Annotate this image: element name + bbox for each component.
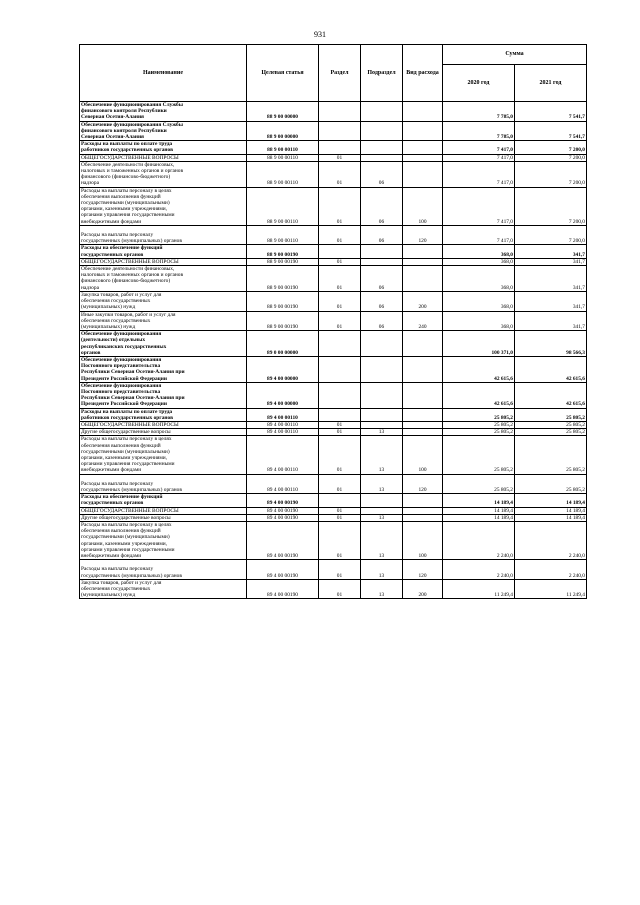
header-section: Раздел xyxy=(319,45,361,102)
header-expense-type: Вид расхода xyxy=(403,45,443,102)
row-sum-2020: 7 417,0 xyxy=(443,141,515,154)
row-sum-2021: 341,7 xyxy=(515,245,587,258)
row-name: Расходы на выплаты персоналу в целях обеспечения выполнения функций государственными (муниципальными) органами, казенными учреждениями, органами управления государственными внебюджетными фондами xyxy=(80,522,247,560)
row-subsection: 06 xyxy=(361,291,403,311)
row-target: 89 4 00 00190 xyxy=(247,522,319,560)
table-row xyxy=(80,245,587,258)
row-name: ОБЩЕГОСУДАРСТВЕННЫЕ ВОПРОСЫ xyxy=(80,258,247,265)
row-subsection xyxy=(361,121,403,141)
row-name: Обеспечение функционирования Службы финансового контроля Республики Северная Осетия-Алания xyxy=(80,121,247,141)
row-section xyxy=(319,356,361,382)
row-expense-type xyxy=(403,245,443,258)
row-sum-2021: 2 240,0 xyxy=(515,522,587,560)
row-expense-type: 120 xyxy=(403,474,443,494)
row-name: Расходы на обеспечение функций государственных органов xyxy=(80,245,247,258)
table-row xyxy=(80,311,587,331)
table-row xyxy=(80,161,587,187)
row-expense-type xyxy=(403,514,443,521)
row-name: Другие общегосударственные вопросы xyxy=(80,429,247,436)
row-target: 88 9 00 00110 xyxy=(247,154,319,161)
table-row xyxy=(80,514,587,521)
row-expense-type xyxy=(403,429,443,436)
row-expense-type xyxy=(403,161,443,187)
row-name: Обеспечение функционирования Постоянного представительства Республики Северная Осетия-Алания при Президенте Российской Федерации xyxy=(80,356,247,382)
row-section: 01 xyxy=(319,429,361,436)
row-sum-2020: 14 189,4 xyxy=(443,494,515,507)
row-sum-2021: 7 200,0 xyxy=(515,154,587,161)
row-expense-type xyxy=(403,258,443,265)
row-name: Другие общегосударственные вопросы xyxy=(80,514,247,521)
row-name: Закупка товаров, работ и услуг для обеспечения государственных (муниципальных) нужд xyxy=(80,579,247,599)
table-row xyxy=(80,141,587,154)
header-2021: 2021 год xyxy=(515,65,587,102)
row-expense-type: 100 xyxy=(403,436,443,474)
row-sum-2021: 42 615,6 xyxy=(515,356,587,382)
row-sum-2020: 14 189,4 xyxy=(443,514,515,521)
row-sum-2021: 341,7 xyxy=(515,291,587,311)
row-expense-type: 100 xyxy=(403,522,443,560)
table-row xyxy=(80,266,587,292)
row-sum-2020: 42 615,6 xyxy=(443,382,515,408)
row-sum-2020: 25 805,2 xyxy=(443,436,515,474)
table-row xyxy=(80,507,587,514)
row-target: 88 9 00 00110 xyxy=(247,187,319,225)
row-section: 01 xyxy=(319,560,361,580)
table-row xyxy=(80,291,587,311)
table-row xyxy=(80,494,587,507)
row-subsection: 13 xyxy=(361,579,403,599)
row-sum-2020: 7 785,0 xyxy=(443,121,515,141)
row-sum-2021: 7 200,0 xyxy=(515,161,587,187)
row-sum-2021: 25 805,2 xyxy=(515,429,587,436)
row-sum-2021: 341,7 xyxy=(515,258,587,265)
row-section: 01 xyxy=(319,514,361,521)
row-expense-type xyxy=(403,507,443,514)
row-sum-2020: 14 189,4 xyxy=(443,507,515,514)
row-subsection: 13 xyxy=(361,560,403,580)
row-target: 88 9 00 00000 xyxy=(247,121,319,141)
row-subsection: 13 xyxy=(361,522,403,560)
row-sum-2020: 25 805,2 xyxy=(443,421,515,428)
row-section: 01 xyxy=(319,291,361,311)
row-subsection xyxy=(361,102,403,122)
row-sum-2021: 98 566,3 xyxy=(515,331,587,357)
row-sum-2020: 25 805,2 xyxy=(443,429,515,436)
row-sum-2020: 7 417,0 xyxy=(443,154,515,161)
row-target: 89 4 00 00110 xyxy=(247,436,319,474)
row-target: 88 9 00 00110 xyxy=(247,141,319,154)
row-expense-type: 120 xyxy=(403,225,443,245)
table-row xyxy=(80,102,587,122)
row-name: ОБЩЕГОСУДАРСТВЕННЫЕ ВОПРОСЫ xyxy=(80,507,247,514)
table-row xyxy=(80,258,587,265)
row-name: Расходы на обеспечение функций государственных органов xyxy=(80,494,247,507)
row-target: 89 4 00 00190 xyxy=(247,494,319,507)
table-row xyxy=(80,474,587,494)
row-subsection xyxy=(361,245,403,258)
row-sum-2021: 7 200,0 xyxy=(515,225,587,245)
row-sum-2020: 100 371,0 xyxy=(443,331,515,357)
row-sum-2021: 7 541,7 xyxy=(515,121,587,141)
row-subsection: 13 xyxy=(361,436,403,474)
row-sum-2020: 7 417,0 xyxy=(443,187,515,225)
row-expense-type: 200 xyxy=(403,579,443,599)
row-subsection: 06 xyxy=(361,311,403,331)
row-expense-type xyxy=(403,408,443,421)
row-subsection xyxy=(361,494,403,507)
row-sum-2020: 7 417,0 xyxy=(443,161,515,187)
row-sum-2020: 25 805,2 xyxy=(443,474,515,494)
row-target: 89 4 00 00000 xyxy=(247,382,319,408)
row-sum-2020: 7 417,0 xyxy=(443,225,515,245)
budget-table xyxy=(79,44,587,599)
row-sum-2020: 2 240,0 xyxy=(443,522,515,560)
row-expense-type xyxy=(403,141,443,154)
row-sum-2021: 2 240,0 xyxy=(515,560,587,580)
row-sum-2021: 42 615,6 xyxy=(515,382,587,408)
row-sum-2021: 11 249,4 xyxy=(515,579,587,599)
row-section xyxy=(319,408,361,421)
row-name: Расходы на выплаты персоналу в целях обеспечения выполнения функций государственными (муниципальными) органами, казенными учреждениями, органами управления государственными внебюджетными фондами xyxy=(80,187,247,225)
row-target: 88 9 00 00190 xyxy=(247,258,319,265)
row-section: 01 xyxy=(319,421,361,428)
row-subsection: 13 xyxy=(361,429,403,436)
row-expense-type xyxy=(403,121,443,141)
row-section: 01 xyxy=(319,436,361,474)
row-subsection: 06 xyxy=(361,225,403,245)
row-target: 89 4 00 00000 xyxy=(247,356,319,382)
table-row xyxy=(80,225,587,245)
row-expense-type: 100 xyxy=(403,187,443,225)
row-sum-2020: 368,0 xyxy=(443,258,515,265)
row-target: 88 9 00 00190 xyxy=(247,311,319,331)
row-subsection xyxy=(361,382,403,408)
row-name: Расходы на выплаты персоналу государственных (муниципальных) органов xyxy=(80,474,247,494)
row-subsection xyxy=(361,141,403,154)
row-target: 89 4 00 00110 xyxy=(247,421,319,428)
row-sum-2020: 368,0 xyxy=(443,291,515,311)
table-row xyxy=(80,408,587,421)
row-subsection: 06 xyxy=(361,187,403,225)
row-name: Расходы на выплаты персоналу государственных (муниципальных) органов xyxy=(80,225,247,245)
row-section: 01 xyxy=(319,522,361,560)
row-expense-type xyxy=(403,494,443,507)
row-name: Расходы на выплаты по оплате труда работников государственных органов xyxy=(80,141,247,154)
row-target: 89 4 00 00110 xyxy=(247,429,319,436)
row-subsection: 06 xyxy=(361,266,403,292)
row-target: 88 9 00 00190 xyxy=(247,291,319,311)
row-target: 88 9 00 00110 xyxy=(247,225,319,245)
header-sum: Сумма xyxy=(443,45,587,65)
row-name: Обеспечение функционирования Службы финансового контроля Республики Северная Осетия-Алания xyxy=(80,102,247,122)
row-target: 89 0 00 00000 xyxy=(247,331,319,357)
row-target: 89 4 00 00190 xyxy=(247,507,319,514)
row-section xyxy=(319,382,361,408)
row-subsection xyxy=(361,356,403,382)
table-header xyxy=(80,45,587,102)
row-sum-2021: 25 805,2 xyxy=(515,408,587,421)
row-section: 01 xyxy=(319,161,361,187)
row-name: Иные закупки товаров, работ и услуг для обеспечения государственных (муниципальных) нужд xyxy=(80,311,247,331)
row-section: 01 xyxy=(319,507,361,514)
row-target: 89 4 00 00110 xyxy=(247,408,319,421)
row-expense-type xyxy=(403,102,443,122)
row-name: Расходы на выплаты персоналу государственных (муниципальных) органов xyxy=(80,560,247,580)
row-target: 89 4 00 00110 xyxy=(247,474,319,494)
row-name: Обеспечение деятельности финансовых, налоговых и таможенных органов и органов финансового (финансово-бюджетного) надзора xyxy=(80,161,247,187)
table-row xyxy=(80,331,587,357)
header-target: Целевая статья xyxy=(247,45,319,102)
row-sum-2021: 25 805,2 xyxy=(515,436,587,474)
row-section xyxy=(319,331,361,357)
row-section: 01 xyxy=(319,225,361,245)
row-section xyxy=(319,245,361,258)
row-subsection: 13 xyxy=(361,474,403,494)
row-section: 01 xyxy=(319,579,361,599)
table-row xyxy=(80,429,587,436)
table-row xyxy=(80,436,587,474)
row-name: ОБЩЕГОСУДАРСТВЕННЫЕ ВОПРОСЫ xyxy=(80,154,247,161)
row-sum-2020: 11 249,4 xyxy=(443,579,515,599)
row-sum-2021: 25 805,2 xyxy=(515,421,587,428)
row-expense-type xyxy=(403,382,443,408)
row-section xyxy=(319,102,361,122)
row-sum-2020: 368,0 xyxy=(443,311,515,331)
row-subsection xyxy=(361,507,403,514)
row-expense-type xyxy=(403,356,443,382)
row-sum-2021: 7 541,7 xyxy=(515,102,587,122)
row-section: 01 xyxy=(319,266,361,292)
row-subsection xyxy=(361,408,403,421)
row-subsection xyxy=(361,258,403,265)
row-expense-type xyxy=(403,421,443,428)
row-expense-type: 240 xyxy=(403,311,443,331)
row-subsection xyxy=(361,154,403,161)
row-section: 01 xyxy=(319,154,361,161)
row-sum-2021: 14 189,4 xyxy=(515,507,587,514)
row-sum-2021: 14 189,4 xyxy=(515,494,587,507)
row-target: 88 9 00 00190 xyxy=(247,245,319,258)
row-subsection: 13 xyxy=(361,514,403,521)
row-name: Расходы на выплаты персоналу в целях обеспечения выполнения функций государственными (муниципальными) органами, казенными учреждениями, органами управления государственными внебюджетными фондами xyxy=(80,436,247,474)
row-name: ОБЩЕГОСУДАРСТВЕННЫЕ ВОПРОСЫ xyxy=(80,421,247,428)
table-row xyxy=(80,382,587,408)
row-sum-2020: 42 615,6 xyxy=(443,356,515,382)
row-expense-type: 120 xyxy=(403,560,443,580)
row-name: Обеспечение функционирования (деятельности) отдельных республиканских государственных органов xyxy=(80,331,247,357)
row-target: 89 4 00 00190 xyxy=(247,514,319,521)
row-sum-2021: 341,7 xyxy=(515,311,587,331)
row-section xyxy=(319,141,361,154)
row-expense-type xyxy=(403,154,443,161)
row-sum-2021: 25 805,2 xyxy=(515,474,587,494)
row-target: 89 4 00 00190 xyxy=(247,579,319,599)
row-name: Обеспечение функционирования Постоянного представительства Республики Северная Осетия-Алания при Президенте Российской Федерации xyxy=(80,382,247,408)
row-sum-2020: 7 785,0 xyxy=(443,102,515,122)
row-section: 01 xyxy=(319,258,361,265)
row-section: 01 xyxy=(319,311,361,331)
row-subsection: 06 xyxy=(361,161,403,187)
table-row xyxy=(80,154,587,161)
row-section xyxy=(319,121,361,141)
table-row xyxy=(80,356,587,382)
row-target: 89 4 00 00190 xyxy=(247,560,319,580)
header-2020: 2020 год xyxy=(443,65,515,102)
row-sum-2021: 7 200,0 xyxy=(515,187,587,225)
row-name: Расходы на выплаты по оплате труда работников государственных органов xyxy=(80,408,247,421)
row-sum-2021: 341,7 xyxy=(515,266,587,292)
page-number: 931 xyxy=(314,30,326,39)
row-sum-2020: 368,0 xyxy=(443,245,515,258)
header-name: Наименование xyxy=(80,45,247,102)
table-row xyxy=(80,560,587,580)
row-section: 01 xyxy=(319,187,361,225)
row-section xyxy=(319,494,361,507)
header-subsection: Подраздел xyxy=(361,45,403,102)
row-sum-2020: 25 805,2 xyxy=(443,408,515,421)
row-expense-type xyxy=(403,266,443,292)
row-subsection xyxy=(361,421,403,428)
row-target: 88 9 00 00190 xyxy=(247,266,319,292)
row-expense-type xyxy=(403,331,443,357)
row-name: Закупка товаров, работ и услуг для обеспечения государственных (муниципальных) нужд xyxy=(80,291,247,311)
row-target: 88 9 00 00110 xyxy=(247,161,319,187)
row-sum-2021: 14 189,4 xyxy=(515,514,587,521)
row-expense-type: 200 xyxy=(403,291,443,311)
row-target: 88 9 00 00000 xyxy=(247,102,319,122)
table-row xyxy=(80,579,587,599)
row-sum-2020: 2 240,0 xyxy=(443,560,515,580)
table-row xyxy=(80,187,587,225)
table-body xyxy=(80,102,587,599)
table-row xyxy=(80,421,587,428)
row-section: 01 xyxy=(319,474,361,494)
table-row xyxy=(80,121,587,141)
row-sum-2021: 7 200,0 xyxy=(515,141,587,154)
row-sum-2020: 368,0 xyxy=(443,266,515,292)
row-name: Обеспечение деятельности финансовых, налоговых и таможенных органов и органов финансового (финансово-бюджетного) надзора xyxy=(80,266,247,292)
row-subsection xyxy=(361,331,403,357)
table-row xyxy=(80,522,587,560)
